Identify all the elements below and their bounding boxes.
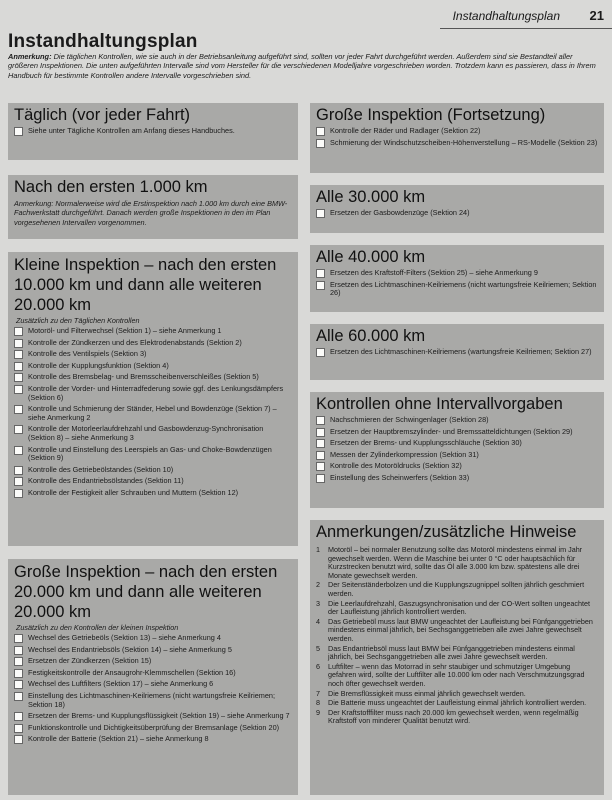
remark-item [316, 618, 598, 644]
checklist-item [14, 373, 292, 382]
page-number: 21 [589, 8, 604, 23]
checklist-item-text: Wechsel des Getriebeöls (Sektion 13) – siehe Anmerkung 4 [28, 633, 221, 642]
small-inspection-title: Kleine Inspektion – nach den ersten 10.000 km und dann alle weiteren 20.000 km [14, 256, 277, 314]
checklist-item-text: Festigkeitskontrolle der Ansaugrohr-Klemmschellen (Sektion 16) [28, 667, 236, 677]
checklist-item-text: Kontrolle der Festigkeit aller Schrauben und Muttern (Sektion 12) [28, 487, 239, 497]
intro-text: Die täglichen Kontrollen, wie sie auch in der Betriebsanleitung aufgeführt sind, sollten vor jeder Fahrt durchgeführt werden. Außerdem sind sie Bestandteil aller größeren Inspektionen. Die unten aufgeführten Intervalle sind vom Hersteller für die verschiedenen Modelljahre vorgeschrieben worden. Trotzdem kann es passieren, dass in Ihrem Handbuch für bestimmte Kontrollen andere Intervalle vorgeschrieben sind. [8, 52, 596, 80]
checklist-item-text: Kontrolle der Batterie (Sektion 21) – siehe Anmerkung 8 [28, 734, 209, 744]
first-1000-section [8, 175, 298, 239]
checklist-item-text: Schmierung der Windschutzscheiben-Höhenverstellung – RS-Modelle (Sektion 23) [330, 137, 598, 147]
checkbox[interactable] [14, 425, 23, 434]
checkbox[interactable] [14, 339, 23, 348]
checklist-item-text: Kontrolle und Schmierung der Ständer, Hebel und Bowdenzüge (Sektion 7) – siehe Anmerkung 2 [28, 404, 277, 422]
no-interval-title: Kontrollen ohne Intervallvorgaben [316, 395, 563, 413]
remark-number: 7 [316, 688, 320, 698]
no-interval-checklist [316, 416, 598, 483]
checklist-item-text: Messen der Zylinderkompression (Sektion 31) [330, 449, 479, 459]
km-60000-checklist [316, 348, 598, 357]
checklist-item-text: Kontrolle und Einstellung des Leerspiels an Gas- und Choke-Bowdenzügen (Sektion 9) [28, 444, 272, 463]
remark-item [316, 600, 598, 617]
checkbox[interactable] [14, 477, 23, 486]
checklist-item [316, 209, 598, 218]
checkbox[interactable] [316, 416, 325, 425]
first-1000-title: Nach den ersten 1.000 km [14, 178, 208, 196]
checklist-item [14, 362, 292, 371]
first-1000-note: Anmerkung: Normalerweise wird die Erstinspektion nach 1.000 km durch eine BMW-Fachwerkstatt durchgeführt. Danach werden große Inspektionen in den im Plan vorgesehenen Intervallen vorgenommen. [14, 199, 288, 227]
km-30000-section [310, 185, 604, 233]
checklist-item [14, 646, 292, 655]
checklist-item [316, 474, 598, 483]
checklist-item-text: Einstellung des Scheinwerfers (Sektion 33) [330, 472, 470, 482]
checklist-item [14, 680, 292, 689]
remark-number: 5 [316, 643, 320, 653]
checklist-item-text: Motoröl- und Filterwechsel (Sektion 1) – siehe Anmerkung 1 [28, 326, 222, 335]
daily-title: Täglich (vor jeder Fahrt) [14, 106, 191, 124]
km-40000-checklist [316, 269, 598, 298]
big-inspection-checklist [14, 634, 292, 744]
checkbox[interactable] [14, 657, 23, 666]
checklist-item-text: Kontrolle des Motoröldrucks (Sektion 32) [330, 461, 462, 471]
intro-note [8, 52, 604, 80]
remark-number: 6 [316, 661, 320, 671]
km-30000-title: Alle 30.000 km [316, 188, 426, 206]
checklist-item [316, 139, 598, 148]
checkbox[interactable] [14, 350, 23, 359]
small-inspection-checklist [14, 327, 292, 498]
checklist-item-text: Kontrolle der Motorleerlaufdrehzahl und Gasbowdenzug-Synchronisation (Sektion 8) – siehe Anmerkung 3 [28, 424, 264, 442]
checkbox[interactable] [14, 362, 23, 371]
remark-item [316, 663, 598, 689]
remark-text: Motoröl – bei normaler Benutzung sollte das Motoröl mindestens einmal im Jahr gewechselt werden. Wenn die Maschine bei unter 0 °C oder hauptsächlich für Kurzstrecken benutzt wird, sollte das Öl alle 3.000 km bzw. spätestens alle drei Monate gewechselt werden. [328, 545, 583, 580]
checklist-item [14, 724, 292, 733]
remark-text: Der Kraftstofffilter muss nach 20.000 km gewechselt werden, wenn regelmäßig Kraftstoff von minderer Qualität benutzt wird. [328, 707, 579, 726]
checklist-item [14, 466, 292, 475]
checklist-item-text: Ersetzen des Lichtmaschinen-Keilriemens (nicht wartungsfreie Keilriemen; Sektion 26) [330, 279, 597, 298]
checkbox[interactable] [316, 474, 325, 483]
remarks-title: Anmerkungen/zusätzliche Hinweise [316, 523, 577, 541]
checklist-item [14, 385, 292, 402]
checklist-item-text: Ersetzen der Brems- und Kupplungsflüssigkeit (Sektion 19) – siehe Anmerkung 7 [28, 711, 290, 721]
remark-text: Die Bremsflüssigkeit muss einmal jährlich gewechselt werden. [328, 688, 526, 698]
checkbox[interactable] [14, 669, 23, 678]
checklist-item [316, 269, 598, 278]
checkbox[interactable] [14, 489, 23, 498]
small-inspection-subtitle: Zusätzlich zu den Täglichen Kontrollen [16, 316, 140, 325]
checkbox[interactable] [14, 735, 23, 744]
km-30000-checklist [316, 209, 598, 218]
checkbox[interactable] [316, 451, 325, 460]
big-inspection-cont-checklist [316, 127, 598, 147]
page-title: Instandhaltungsplan [8, 31, 198, 52]
checklist-item-text: Kontrolle des Endantriebsölstandes (Sektion 11) [28, 476, 184, 486]
checklist-item [14, 339, 292, 348]
checkbox[interactable] [14, 327, 23, 336]
checklist-item-text: Einstellung des Lichtmaschinen-Keilriemens (nicht wartungsfreie Keilriemen; Sektion 18) [28, 690, 275, 709]
checklist-item [14, 425, 292, 442]
checklist-item-text: Ersetzen der Zündkerzen (Sektion 15) [28, 656, 152, 666]
checklist-item [14, 735, 292, 744]
km-40000-section [310, 245, 604, 312]
checklist-item-text: Ersetzen der Brems- und Kupplungsschläuche (Sektion 30) [330, 438, 522, 448]
checkbox[interactable] [316, 462, 325, 471]
checklist-item [14, 692, 292, 709]
remark-item [316, 581, 598, 598]
checklist-item [14, 350, 292, 359]
checklist-item [14, 127, 292, 136]
checklist-item-text: Kontrolle des Bremsbelag- und Bremsscheibenverschleißes (Sektion 5) [28, 372, 259, 382]
checklist-item [14, 405, 292, 422]
checkbox[interactable] [316, 139, 325, 148]
checklist-item [14, 446, 292, 463]
daily-section [8, 103, 298, 160]
checklist-item [14, 489, 292, 498]
checklist-item [316, 281, 598, 298]
remark-item [316, 699, 598, 708]
checkbox[interactable] [14, 446, 23, 455]
daily-checklist [14, 127, 292, 136]
checklist-item [316, 348, 598, 357]
remarks-list [316, 546, 598, 726]
remark-text: Das Endantriebsöl muss laut BMW bei Fünfganggetrieben mindestens einmal jährlich, bei Sechsganggetrieben alle zwei Jahre gewechselt werden. [328, 643, 575, 662]
checklist-item-text: Kontrolle des Getriebeölstandes (Sektion 10) [28, 464, 174, 474]
remark-text: Luftfilter – wenn das Motorrad in sehr staubiger und schmutziger Umgebung gefahren wird, sollte der Luftfilter alle 10.000 km oder nach Verschmutzungsgrad noch öfter gewechselt werden. [328, 661, 585, 688]
checklist-item-text: Funktionskontrolle und Dichtigkeitsüberprüfung der Bremsanlage (Sektion 20) [28, 722, 280, 732]
checklist-item [316, 416, 598, 425]
big-inspection-cont-section [310, 103, 604, 173]
checkbox[interactable] [316, 439, 325, 448]
checkbox[interactable] [14, 373, 23, 382]
checkbox[interactable] [316, 428, 325, 437]
checkbox[interactable] [14, 634, 23, 643]
checklist-item-text: Wechsel des Luftfilters (Sektion 17) – siehe Anmerkung 6 [28, 679, 214, 689]
checklist-item-text: Wechsel des Endantriebsöls (Sektion 14) – siehe Anmerkung 5 [28, 644, 232, 654]
remark-text: Die Batterie muss ungeachtet der Laufleistung einmal jährlich kontrolliert werden. [328, 698, 587, 708]
checklist-item [316, 428, 598, 437]
checklist-item [14, 657, 292, 666]
remark-number: 8 [316, 698, 320, 708]
checkbox[interactable] [14, 405, 23, 414]
checklist-item-text: Siehe unter Tägliche Kontrollen am Anfang dieses Handbuches. [28, 126, 235, 135]
remark-number: 9 [316, 707, 320, 717]
page-header [0, 0, 612, 28]
checkbox[interactable] [316, 209, 325, 218]
checklist-item [14, 669, 292, 678]
checklist-item-text: Kontrolle der Kupplungsfunktion (Sektion 4) [28, 360, 169, 370]
checkbox[interactable] [14, 724, 23, 733]
checklist-item [316, 462, 598, 471]
remark-item [316, 709, 598, 726]
checkbox[interactable] [14, 646, 23, 655]
checklist-item [14, 327, 292, 336]
checklist-item [14, 634, 292, 643]
remark-number: 2 [316, 580, 320, 590]
checkbox[interactable] [14, 466, 23, 475]
remark-text: Die Leerlaufdrehzahl, Gaszugsynchronisation und der CO-Wert sollten ungeachtet der Laufleistung jährlich kontrolliert werden. [328, 598, 590, 617]
checkbox[interactable] [14, 692, 23, 701]
big-inspection-section [8, 559, 298, 795]
checklist-item [14, 477, 292, 486]
remarks-section [310, 520, 604, 795]
no-interval-section [310, 392, 604, 508]
remark-text: Das Getriebeöl muss laut BMW ungeachtet der Laufleistung bei Fünfganggetrieben mindestens einmal jährlich, bei Sechsganggetrieben alle zwei Jahre gewechselt werden. [328, 616, 593, 643]
checklist-item [316, 439, 598, 448]
remark-number: 4 [316, 616, 320, 626]
small-inspection-section [8, 252, 298, 546]
checkbox[interactable] [14, 385, 23, 394]
big-inspection-subtitle: Zusätzlich zu den Kontrollen der kleinen Inspektion [16, 623, 179, 632]
checklist-item-text: Ersetzen des Kraftstoff-Filters (Sektion 25) – siehe Anmerkung 9 [330, 268, 538, 277]
checklist-item [14, 712, 292, 721]
checklist-item-text: Kontrolle der Vorder- und Hinterradfederung sowie ggf. des Lenkungsdämpfers (Sektion 6) [28, 383, 284, 402]
remark-text: Der Seitenständerbolzen und die Kupplungszugnippel sollten jährlich geschmiert werden. [328, 580, 585, 598]
km-60000-section [310, 324, 604, 380]
header-rule [440, 28, 612, 29]
checklist-item-text: Kontrolle der Zündkerzen und des Elektrodenabstands (Sektion 2) [28, 337, 242, 347]
checklist-item-text: Kontrolle der Räder und Radlager (Sektion 22) [330, 126, 481, 135]
big-inspection-cont-title: Große Inspektion (Fortsetzung) [316, 106, 546, 124]
checklist-item-text: Ersetzen des Lichtmaschinen-Keilriemens (wartungsfreie Keilriemen; Sektion 27) [330, 347, 592, 356]
big-inspection-title: Große Inspektion – nach den ersten 20.000 km und dann alle weiteren 20.000 km [14, 563, 278, 621]
checklist-item-text: Kontrolle des Ventilspiels (Sektion 3) [28, 349, 147, 359]
km-40000-title: Alle 40.000 km [316, 248, 426, 266]
checkbox[interactable] [316, 127, 325, 136]
remark-number: 3 [316, 598, 320, 608]
remark-item [316, 546, 598, 580]
checklist-item [316, 451, 598, 460]
checkbox[interactable] [316, 269, 325, 278]
remark-item [316, 645, 598, 662]
intro-lead: Anmerkung: [8, 52, 52, 61]
checkbox[interactable] [14, 712, 23, 721]
checkbox[interactable] [14, 680, 23, 689]
header-title: Instandhaltungsplan [452, 9, 560, 23]
checklist-item-text: Ersetzen der Gasbowdenzüge (Sektion 24) [330, 208, 470, 217]
km-60000-title: Alle 60.000 km [316, 327, 426, 345]
remark-number: 1 [316, 545, 320, 554]
checkbox[interactable] [316, 281, 325, 290]
checkbox[interactable] [316, 348, 325, 357]
checklist-item-text: Ersetzen der Hauptbremszylinder- und Bremssatteldichtungen (Sektion 29) [330, 426, 573, 436]
remark-item [316, 690, 598, 699]
checklist-item-text: Nachschmieren der Schwingenlager (Sektion 28) [330, 415, 489, 424]
checkbox[interactable] [14, 127, 23, 136]
checklist-item [316, 127, 598, 136]
